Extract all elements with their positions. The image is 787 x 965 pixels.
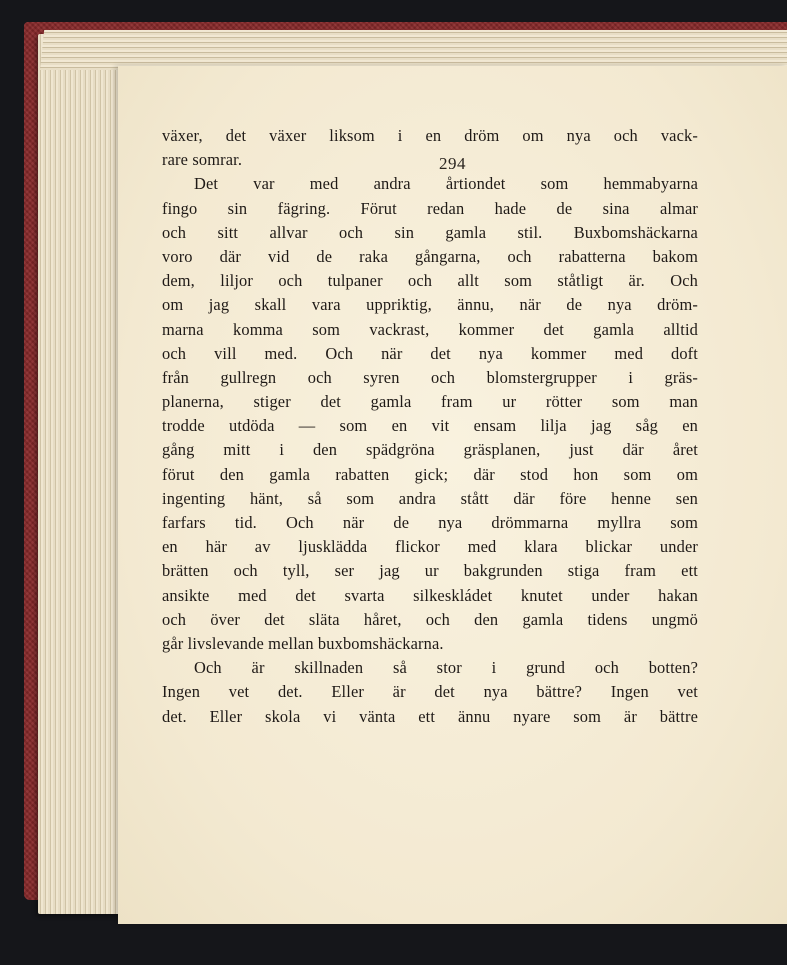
text-line: farfars tid. Och när de nya drömmarna myllra som [162,513,698,532]
text-line: ingenting hänt, så som andra stått där före henne sen [162,488,698,508]
text-line: om jag skall vara uppriktig, ännu, när de nya dröm- [162,295,698,315]
text-line: förut den gamla rabatten gick; där stod hon som om [162,464,698,484]
body-text [162,124,698,729]
text-line: det. Eller skola vi vänta ett ännu nyare som är bättre [162,706,698,726]
text-line: Det var med andra årtiondet som hemmabyarna [194,174,698,194]
text-line: och vill med. Och när det nya kommer med doft [162,343,698,363]
text-line: voro där vid de raka gångarna, och rabatterna bakom [162,246,698,266]
text-line: dem, liljor och tulpaner och allt som ståtligt är. Och [162,271,698,291]
text-line: Och är skillnaden så stor i grund och botten? [194,658,698,678]
text-line: brätten och tyll, ser jag ur bakgrunden stiga fram ett [162,561,698,581]
text-line: går livslevande mellan buxbomshäckarna. [162,633,444,653]
text-line: Ingen vet det. Eller är det nya bättre? Ingen vet [162,682,698,702]
text-line: växer, det växer liksom i en dröm om nya och vack- [162,126,698,145]
text-line: rare somrar. [162,150,243,170]
text-line: marna komma som vackrast, kommer det gamla alltid [162,319,698,339]
text-line: och över det släta håret, och den gamla tidens ungmö [162,609,698,629]
page-edges-top [40,30,787,70]
text-line: trodde utdöda — som en vit ensam lilja jag såg en [162,416,698,436]
text-line: från gullregn och syren och blomstergrupper i gräs- [162,367,698,387]
text-line: ansikte med det svarta silkeskládet knutet under hakan [162,585,698,605]
text-line: gång mitt i den spädgröna gräsplanen, just där året [162,440,698,460]
text-line: fingo sin fägring. Förut redan hade de sina almar [162,198,698,218]
text-line: en här av ljusklädda flickor med klara blickar under [162,537,698,557]
text-line: och sitt allvar och sin gamla stil. Buxbomshäckarna [162,222,698,242]
page-number: 294 [439,154,466,173]
text-line: planerna, stiger det gamla fram ur rötter som man [162,392,698,412]
